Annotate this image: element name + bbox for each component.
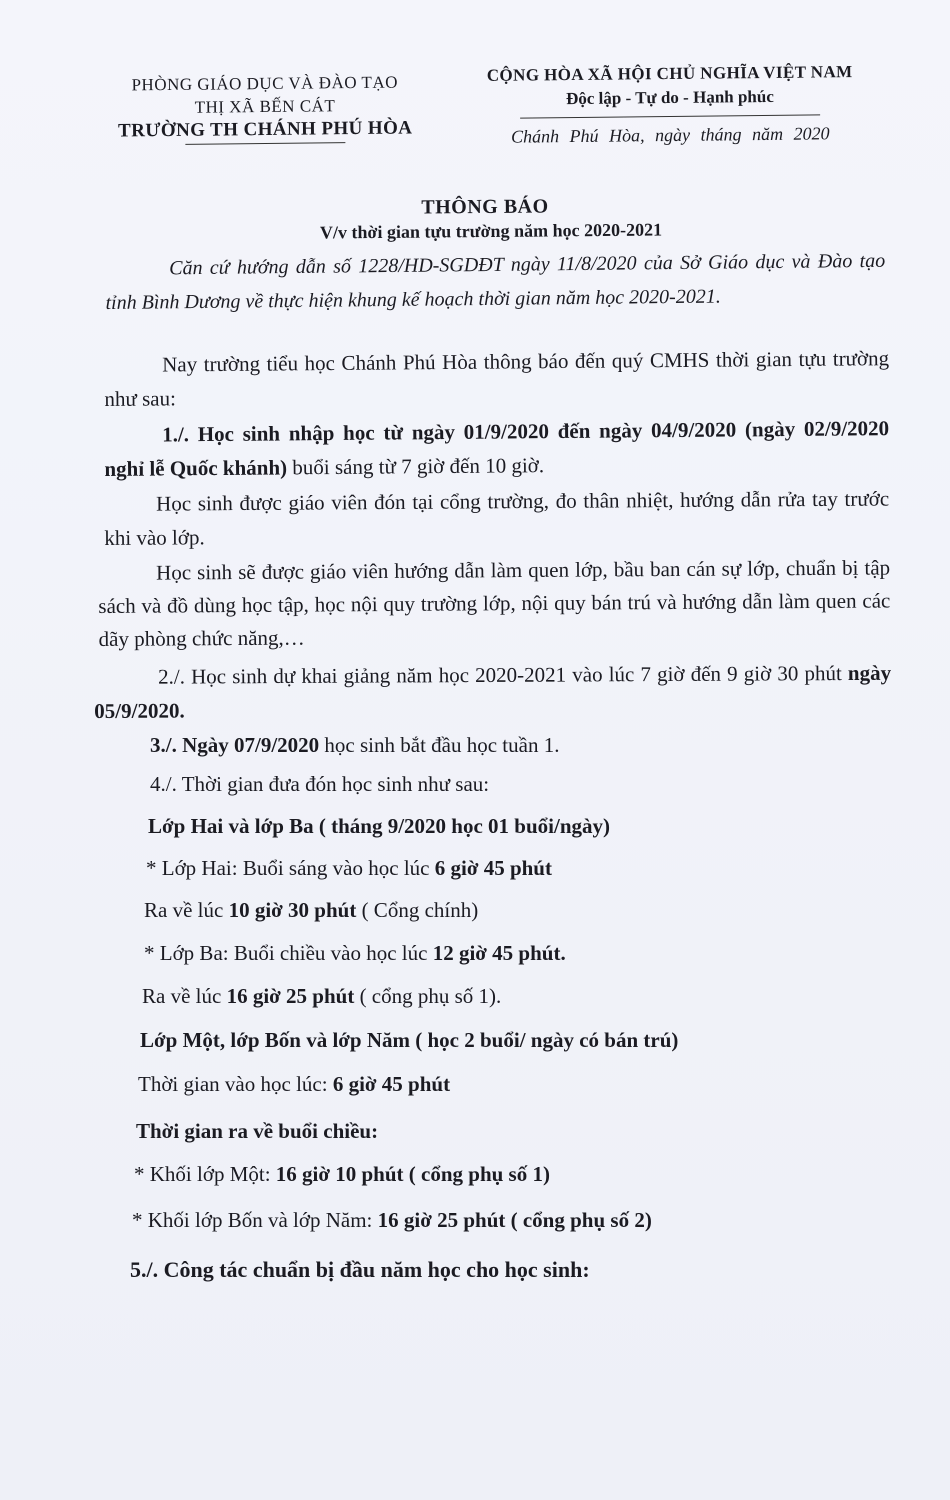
header-motto: Độc lập - Tự do - Hạnh phúc xyxy=(565,86,774,109)
orientation-paragraph: Học sinh sẽ được giáo viên hướng dẫn làm quen lớp, bầu ban cán sự lớp, chuẩn bị tập sách và đồ dùng học tập, học nội quy trường lớp, nội quy bán trú và hướng dẫn làm quen các dãy phòng chức năng,… xyxy=(98,555,891,651)
grade-1-dismissal-time: 16 giờ 10 phút ( cổng phụ số 1) xyxy=(275,1162,550,1186)
start-time-line xyxy=(138,1072,450,1097)
grade-3-start-time: 12 giờ 45 phút. xyxy=(432,941,566,965)
item-2-paragraph xyxy=(94,656,891,728)
header-town: THỊ XÃ BẾN CÁT xyxy=(194,96,336,117)
header-school: TRƯỜNG TH CHÁNH PHÚ HÒA xyxy=(118,117,413,142)
grade-3-end-time: 16 giờ 25 phút xyxy=(226,984,355,1008)
grade-3-gate: ( cổng phụ số 1). xyxy=(354,984,502,1008)
grade-4-5-label: * Khối lớp Bốn và lớp Năm: xyxy=(132,1208,378,1232)
grade-2-start-line xyxy=(146,856,552,881)
item-1-rest: buổi sáng từ 7 giờ đến 10 giờ. xyxy=(286,453,545,480)
grade-1-label: * Khối lớp Một: xyxy=(134,1162,276,1186)
item-3-date: 3./. Ngày 07/9/2020 xyxy=(150,733,320,757)
grade-4-5-dismissal-time: 16 giờ 25 phút ( cổng phụ số 2) xyxy=(377,1208,652,1232)
header-department: PHÒNG GIÁO DỤC VÀ ĐÀO TẠO xyxy=(131,72,399,95)
item-2-number: 2./. xyxy=(158,664,185,689)
grade-2-end-line xyxy=(144,898,478,923)
grade-4-5-dismissal-line xyxy=(132,1208,652,1233)
announcement-intro-paragraph: Nay trường tiểu học Chánh Phú Hòa thông báo đến quý CMHS thời gian tựu trường như sau: xyxy=(104,346,890,411)
item-4-number: 4./. xyxy=(150,772,177,796)
grade-2-3-heading: Lớp Hai và lớp Ba ( tháng 9/2020 học 01 buổi/ngày) xyxy=(148,814,611,838)
header-right-underline xyxy=(520,114,820,118)
start-time-value: 6 giờ 45 phút xyxy=(332,1072,451,1096)
item-4-line xyxy=(150,772,489,797)
start-time-label: Thời gian vào học lúc: xyxy=(138,1072,333,1096)
document-subtitle: V/v thời gian tựu trường năm học 2020-2021 xyxy=(319,219,663,243)
item-5-heading: 5./. Công tác chuẩn bị đầu năm học cho học sinh: xyxy=(130,1257,590,1282)
header-left-block xyxy=(95,70,436,146)
header-right-block xyxy=(445,60,896,149)
grade-2-start-label: * Lớp Hai: Buổi sáng vào học lúc xyxy=(146,856,435,880)
header-country: CỘNG HÒA XÃ HỘI CHỦ NGHĨA VIỆT NAM xyxy=(486,62,853,85)
grade-3-end-line xyxy=(142,984,501,1009)
item-3-text: học sinh bắt đầu học tuần 1. xyxy=(319,733,560,757)
welcome-paragraph: Học sinh được giáo viên đón tại cổng trường, đo thân nhiệt, hướng dẫn rửa tay trước khi vào lớp. xyxy=(104,486,890,550)
grade-2-start-time: 6 giờ 45 phút xyxy=(434,856,552,880)
item-2-date: ngày 05/9/2020. xyxy=(94,660,892,723)
item-4-text: Thời gian đưa đón học sinh như sau: xyxy=(176,772,490,796)
grade-3-end-label: Ra về lúc xyxy=(142,984,227,1008)
grade-3-start-label: * Lớp Ba: Buổi chiều vào học lúc xyxy=(144,941,433,965)
grade-1-4-5-heading: Lớp Một, lớp Bốn và lớp Năm ( học 2 buổi/ ngày có bán trú) xyxy=(140,1028,679,1052)
document-title: THÔNG BÁO xyxy=(421,195,549,219)
item-3-line xyxy=(150,733,559,758)
grade-1-dismissal-line xyxy=(134,1162,550,1187)
grade-3-start-line xyxy=(144,941,566,966)
header-date: Chánh Phú Hòa, ngày tháng năm 2020 xyxy=(510,123,830,147)
header-left-underline xyxy=(185,142,345,145)
afternoon-dismissal-heading: Thời gian ra về buổi chiều: xyxy=(136,1119,379,1143)
item-1-bold: 1./. Học sinh nhập học từ ngày 01/9/2020 đến ngày 04/9/2020 (ngày 02/9/2020 nghỉ lễ Quốc khánh) xyxy=(104,416,890,481)
grade-2-gate: ( Cổng chính) xyxy=(356,898,479,922)
legal-basis-paragraph: Căn cứ hướng dẫn số 1228/HD-SGDĐT ngày 11/8/2020 của Sở Giáo dục và Đào tạo tỉnh Bình Dương về thực hiện khung kế hoạch thời gian năm học 2020-2021. xyxy=(105,249,886,314)
item-1-paragraph xyxy=(104,411,890,486)
grade-2-end-label: Ra về lúc xyxy=(144,898,229,922)
grade-2-end-time: 10 giờ 30 phút xyxy=(228,898,357,922)
item-2-text: Học sinh dự khai giảng năm học 2020-2021 vào lúc 7 giờ đến 9 giờ 30 phút xyxy=(184,661,848,689)
